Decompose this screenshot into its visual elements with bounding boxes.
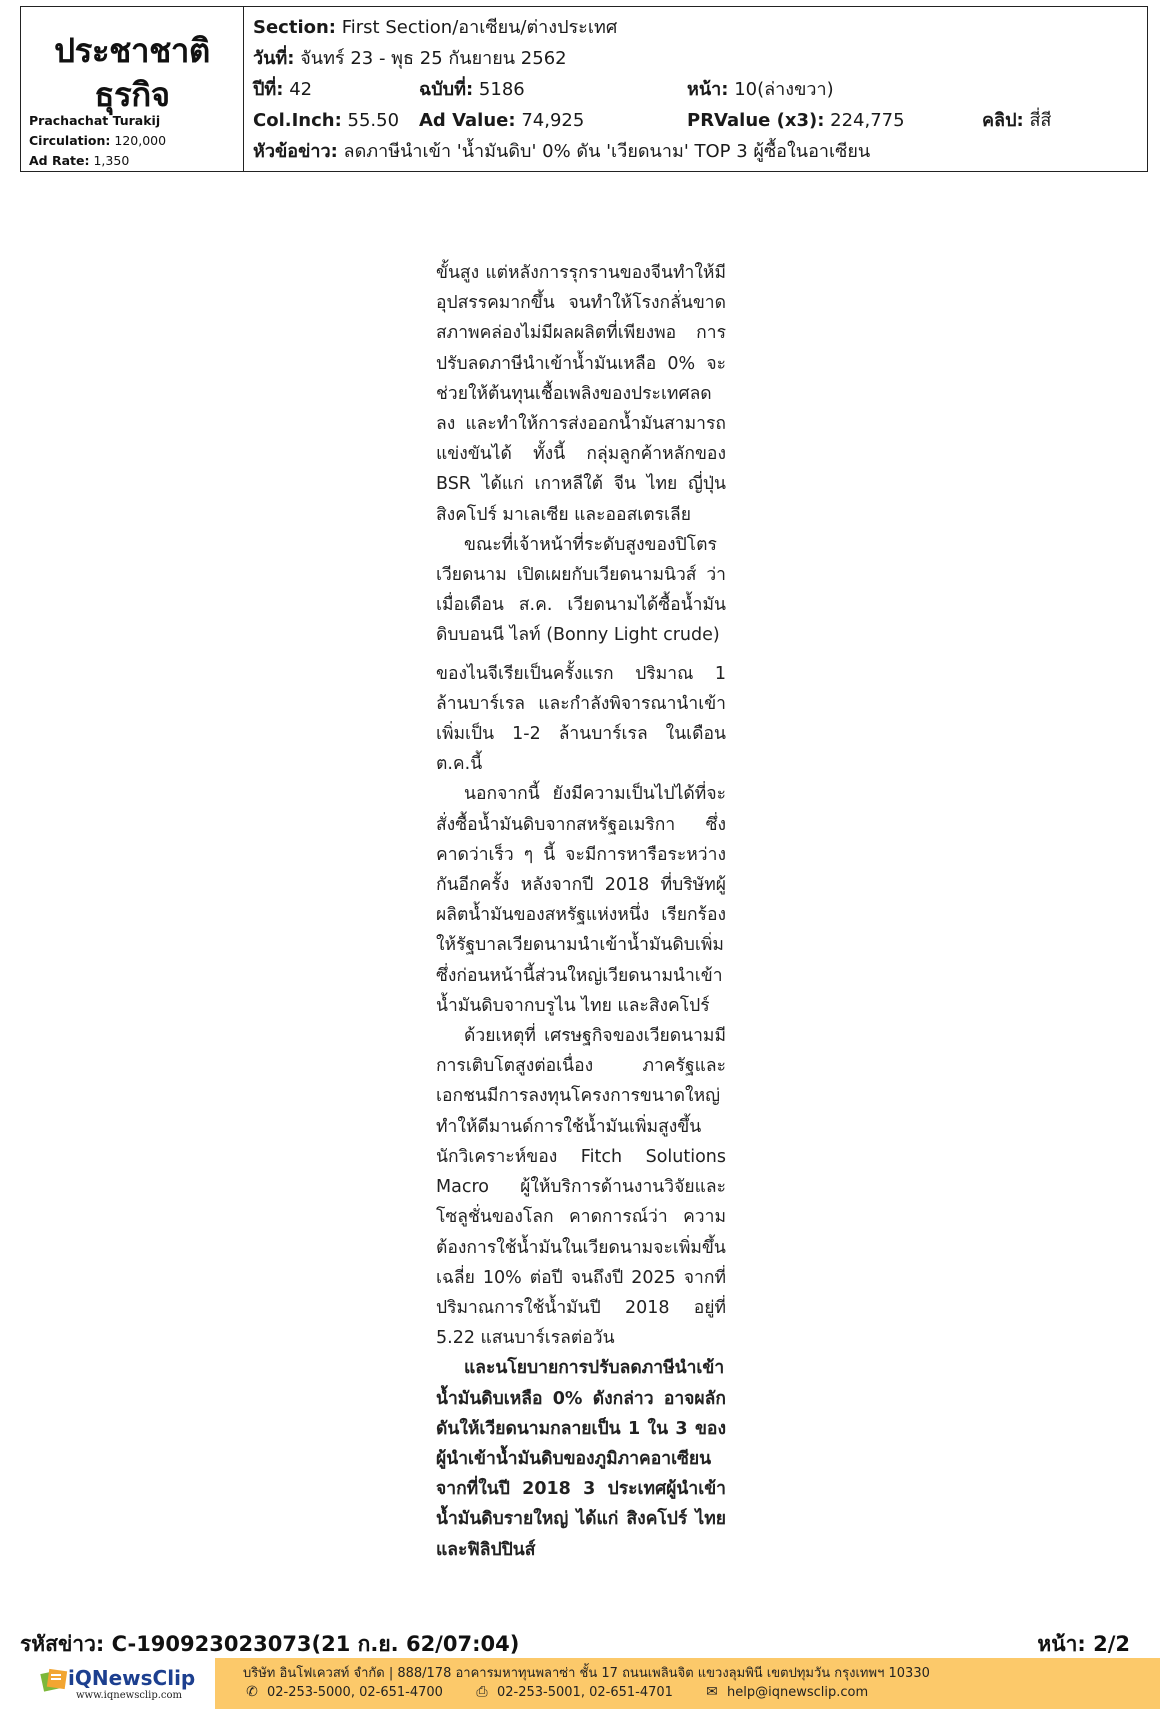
fax-icon: ⎙ xyxy=(476,1684,488,1700)
headline-row: หัวข้อข่าว: ลดภาษีนำเข้า 'น้ำมันดิบ' 0% ดัน 'เวียดนาม' TOP 3 ผู้ซื้อในอาเซียน xyxy=(253,141,871,162)
date-row: วันที่: จันทร์ 23 - พุธ 25 กันยายน 2562 xyxy=(253,48,567,69)
colinch-field: Col.Inch: 55.50 xyxy=(253,110,400,131)
article-paragraph-3: ของไนจีเรียเป็นครั้งแรก ปริมาณ 1 ล้านบาร์เรล และกำลังพิจารณานำเข้าเพิ่มเป็น 1-2 ล้านบาร์เรล ในเดือน ต.ค.นี้ xyxy=(436,663,726,775)
value-row xyxy=(253,106,1153,136)
logo-line-1: ประชาชาติ xyxy=(54,31,210,70)
email-contact: ✉ help@iqnewsclip.com xyxy=(703,1684,868,1700)
phone-contact: ✆ 02-253-5000, 02-651-4700 xyxy=(243,1684,443,1700)
logo-line-2: ธุรกิจ xyxy=(94,75,170,114)
company-address: บริษัท อินโฟเควสท์ จำกัด | 888/178 อาคารมหาทุนพลาซ่า ชั้น 17 ถนนเพลินจิต แขวงลุมพินี เขตปทุมวัน กรุงเทพฯ 10330 xyxy=(243,1666,930,1681)
brand-url: www.iqnewsclip.com xyxy=(76,1690,183,1701)
news-code: รหัสข่าว: C-190923023073(21 ก.ย. 62/07:04) xyxy=(20,1632,520,1656)
ad-rate: Ad Rate: 1,350 xyxy=(29,153,130,168)
clip-color-field: คลิป: สี่สี xyxy=(982,110,1052,131)
issue-row xyxy=(253,75,1153,105)
page-field: หน้า: 10(ล่างขวา) xyxy=(687,79,834,100)
issue-field: ฉบับที่: 5186 xyxy=(419,79,525,100)
contact-strip xyxy=(215,1658,1160,1709)
publication-name: Prachachat Turakij xyxy=(29,113,161,128)
article-paragraph-1: ขั้นสูง แต่หลังการรุกรานของจีนทำให้มีอุปสรรคมากขึ้น จนทำให้โรงกลั่นขาดสภาพคล่องไม่มีผลผลิตที่เพียงพอ การปรับลดภาษีนำเข้าน้ำมันเหลือ 0% จะช่วยให้ต้นทุนเชื้อเพลิงของประเทศลดลง และทำให้การส่งออกน้ำมันสามารถแข่งขันได้ ทั้งนี้ กลุ่มลูกค้าหลักของ BSR ได้แก่ เกาหลีใต้ จีน ไทย ญี่ปุ่น สิงคโปร์ มาเลเซีย และออสเตรเลีย xyxy=(436,263,726,525)
section-row: Section: First Section/อาเซียน/ต่างประเทศ xyxy=(253,17,618,38)
brand-name: iQNewsClip xyxy=(68,1666,196,1690)
article-paragraph-6: และนโยบายการปรับลดภาษีนำเข้าน้ำมันดิบเหลือ 0% ดังกล่าว อาจผลักดันให้เวียดนามกลายเป็น 1 ใน 3 ของผู้นำเข้าน้ำมันดิบของภูมิภาคอาเซียน จากที่ในปี 2018 3 ประเทศผู้นำเข้าน้ำมันดิบรายใหญ่ ได้แก่ สิงคโปร์ ไทย และฟิลิปปินส์ xyxy=(436,1358,726,1560)
article-paragraph-5: ด้วยเหตุที่ เศรษฐกิจของเวียดนามมีการเติบโตสูงต่อเนื่อง ภาครัฐและเอกชนมีการลงทุนโครงการขนาดใหญ่ ทำให้ดีมานด์การใช้น้ำมันเพิ่มสูงขึ้น นักวิเคราะห์ของ Fitch Solutions Macro ผู้ให้บริการด้านงานวิจัยและโซลูชั่นของโลก คาดการณ์ว่า ความต้องการใช้น้ำมันในเวียดนามจะเพิ่มขึ้นเฉลี่ย 10% ต่อปี จนถึงปี 2025 จากที่ปริมาณการใช้น้ำมันปี 2018 อยู่ที่ 5.22 แสนบาร์เรลต่อวัน xyxy=(436,1026,726,1349)
column-break xyxy=(436,651,726,659)
footer-bar xyxy=(0,1658,1160,1709)
publication-panel xyxy=(21,7,244,171)
newspaper-icon xyxy=(40,1668,70,1694)
circulation: Circulation: 120,000 xyxy=(29,133,167,148)
article-paragraph-4: นอกจากนี้ ยังมีความเป็นไปได้ที่จะสั่งซื้อน้ำมันดิบจากสหรัฐอเมริกา ซึ่งคาดว่าเร็ว ๆ นี้ จะมีการหารือระหว่างกันอีกครั้ง หลังจากปี 2018 ที่บริษัทผู้ผลิตน้ำมันของสหรัฐแห่งหนึ่ง เรียกร้องให้รัฐบาลเวียดนามนำเข้าน้ำมันดิบเพิ่ม ซึ่งก่อนหน้านี้ส่วนใหญ่เวียดนามนำเข้าน้ำมันดิบจากบรูไน ไทย และสิงคโปร์ xyxy=(436,784,726,1016)
clip-metadata xyxy=(244,7,1147,171)
advalue-field: Ad Value: 74,925 xyxy=(419,110,585,131)
iqnewsclip-logo xyxy=(40,1662,210,1706)
publication-logo xyxy=(21,29,243,117)
article-body xyxy=(436,258,726,1565)
year-field: ปีที่: 42 xyxy=(253,79,313,100)
page-number: หน้า: 2/2 xyxy=(1037,1632,1130,1656)
clip-header xyxy=(20,6,1148,172)
prvalue-field: PRValue (x3): 224,775 xyxy=(687,110,905,131)
headline: ลดภาษีนำเข้า 'น้ำมันดิบ' 0% ดัน 'เวียดนาม' TOP 3 ผู้ซื้อในอาเซียน xyxy=(343,141,871,162)
article-paragraph-2: ขณะที่เจ้าหน้าที่ระดับสูงของปิโตรเวียดนาม เปิดเผยกับเวียดนามนิวส์ ว่า เมื่อเดือน ส.ค. เวียดนามได้ซื้อน้ำมันดิบบอนนี ไลท์ (Bonny Light crude) xyxy=(436,534,726,646)
phone-icon: ✆ xyxy=(246,1684,258,1700)
fax-contact: ⎙ 02-253-5001, 02-651-4701 xyxy=(473,1684,673,1700)
email-icon: ✉ xyxy=(706,1684,718,1700)
